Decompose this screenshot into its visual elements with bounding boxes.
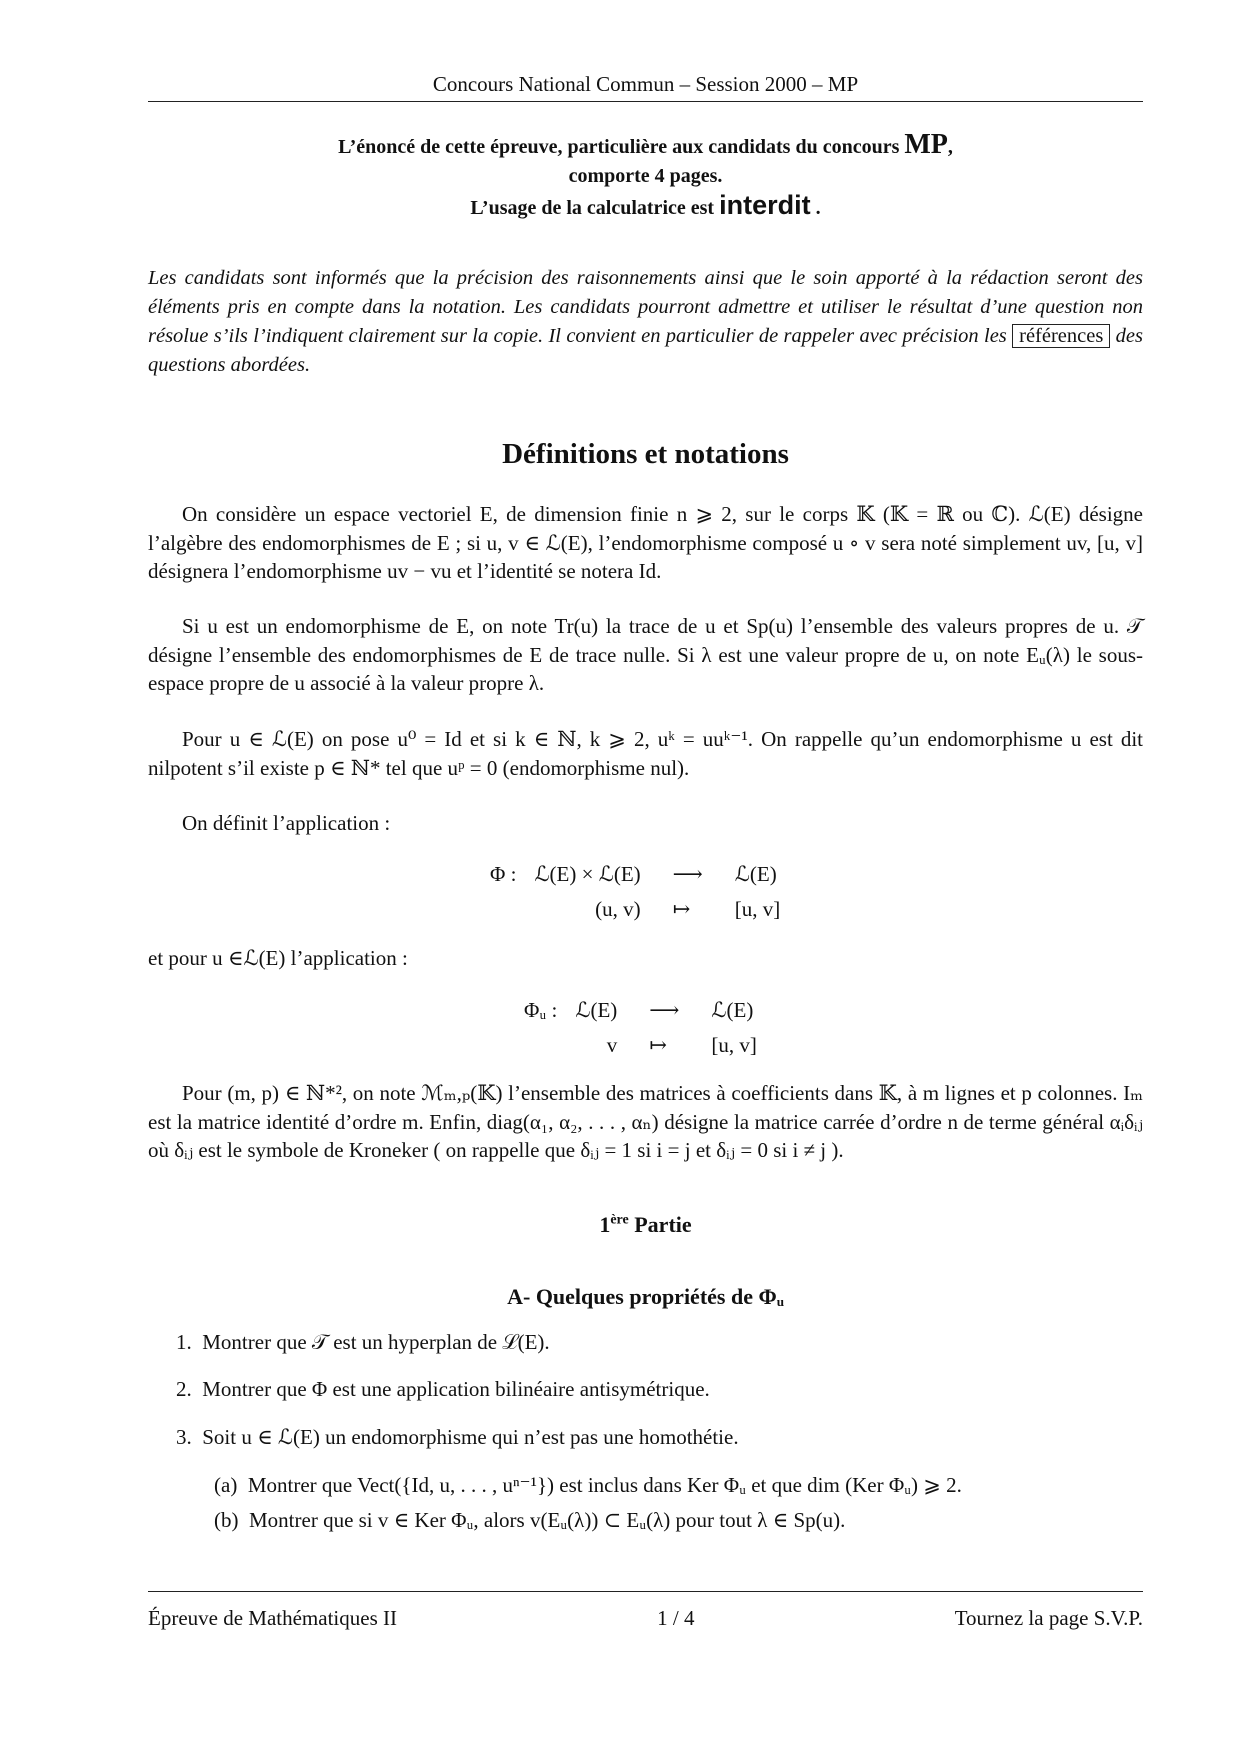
subquestion-b [214, 1508, 845, 1533]
phiu-argument: v [606, 1033, 618, 1057]
definitions-paragraph-6: Pour (m, p) ∈ ℕ*², on note ℳₘ,ₚ(𝕂) l’ensemble des matrices à coefficients dans 𝕂, à m lignes et p colonnes. Iₘ est la matrice identité d’ordre m. Enfin, diag(α₁, α₂, . . . , αₙ) désigne la matrice carrée d’ordre n de terme général αᵢδᵢⱼ où δᵢⱼ est le symbole de Kroneker ( on rappelle que δᵢⱼ = 1 si i = j et δᵢⱼ = 0 si i ≠ j ). [148, 1081, 1143, 1162]
intro-block [148, 130, 1143, 223]
section-a-title: A- Quelques propriétés de Φᵤ [507, 1284, 784, 1309]
phiu-domain: ℒ(E) [575, 998, 618, 1022]
subquestion-text: Montrer que si v ∈ Ker Φᵤ, alors v(Eᵤ(λ)) ⊂ Eᵤ(λ) pour tout λ ∈ Sp(u). [249, 1508, 846, 1532]
phiu-mapsto: ↦ [649, 1033, 667, 1057]
header-title: Concours National Commun – Session 2000 – MP [432, 72, 859, 96]
phi-argument: (u, v) [595, 897, 641, 921]
question-text: Soit u ∈ ℒ(E) un endomorphisme qui n’est pas une homothétie. [202, 1425, 739, 1449]
question-1 [176, 1330, 550, 1355]
warning-text-end: des questions abordées. [148, 325, 1143, 376]
phi-definition [480, 856, 790, 928]
warning-boxed-word: références [1012, 324, 1110, 348]
intro-line-1-suffix: , [947, 136, 953, 158]
page-number: 1 / 4 [657, 1606, 695, 1630]
intro-interdit: interdit [719, 190, 811, 220]
candidates-warning [148, 264, 1143, 380]
phi-image: [u, v] [734, 897, 781, 921]
phi-mapsto: ↦ [672, 897, 691, 921]
phi-codomain: ℒ(E) [734, 862, 777, 886]
definitions-paragraph-3: Pour u ∈ ℒ(E) on pose u⁰ = Id et si k ∈ ℕ, k ⩾ 2, uᵏ = uuᵏ⁻¹. On rappelle qu’un endomorphisme u est dit nilpotent s’il existe p ∈ ℕ* tel que uᵖ = 0 (endomorphisme nul). [148, 727, 1143, 780]
question-text: Montrer que Φ est une application bilinéaire antisymétrique. [202, 1377, 710, 1401]
question-number: 2. [176, 1377, 192, 1401]
part-number: 1 [599, 1212, 611, 1237]
footer-right: Tournez la page S.V.P. [954, 1606, 1143, 1630]
intro-line-2: comporte 4 pages. [568, 165, 723, 187]
phi-domain: ℒ(E) × ℒ(E) [534, 862, 641, 886]
intro-line-3-suffix: . [810, 197, 821, 219]
question-2 [176, 1377, 710, 1402]
footer-rule [148, 1591, 1143, 1592]
section-title: Définitions et notations [502, 438, 789, 470]
intro-line-3 [148, 191, 1143, 223]
part-title [148, 1212, 1143, 1238]
subquestion-label: (b) [214, 1508, 239, 1532]
intro-line-1 [148, 130, 1143, 162]
intro-line-1-text: L’énoncé de cette épreuve, particulière aux candidats du concours [338, 136, 905, 158]
definitions-paragraph-2: Si u est un endomorphisme de E, on note Tr(u) la trace de u et Sp(u) l’ensemble des valeurs propres de u. 𝒯 désigne l’ensemble des endomorphismes de E de trace nulle. Si λ est une valeur propre de u, on note Eᵤ(λ) le sous-espace propre de u associé à la valeur propre λ. [148, 614, 1143, 695]
question-text: Montrer que 𝒯 est un hyperplan de ℒ(E). [202, 1330, 550, 1354]
phiu-name: Φᵤ : [524, 998, 558, 1022]
footer-left: Épreuve de Mathématiques II [148, 1606, 397, 1630]
definitions-paragraph-1: On considère un espace vectoriel E, de dimension finie n ⩾ 2, sur le corps 𝕂 (𝕂 = ℝ ou ℂ). ℒ(E) désigne l’algèbre des endomorphismes de E ; si u, v ∈ ℒ(E), l’endomorphisme composé u ∘ v sera noté simplement uv, [u, v] désignera l’endomorphisme uv − vu et l’identité se notera Id. [148, 502, 1143, 583]
intro-line-3-text: L’usage de la calculatrice est [470, 197, 720, 219]
part-label: Partie [628, 1212, 692, 1237]
header-rule [148, 101, 1143, 102]
question-number: 1. [176, 1330, 192, 1354]
subquestion-a [214, 1473, 962, 1498]
definitions-paragraph-4: On définit l’application : [182, 811, 391, 835]
part-superscript: ère [610, 1212, 629, 1228]
phi-name: Φ : [490, 862, 517, 886]
intro-mp: MP [904, 129, 948, 160]
phiu-arrow: ⟶ [649, 998, 680, 1022]
subquestion-text: Montrer que Vect({Id, u, . . . , uⁿ⁻¹}) est inclus dans Ker Φᵤ et que dim (Ker Φᵤ) ⩾ 2. [247, 1473, 962, 1497]
phiu-codomain: ℒ(E) [711, 998, 754, 1022]
phiu-definition [514, 992, 767, 1064]
definitions-paragraph-5: et pour u ∈ℒ(E) l’application : [148, 946, 408, 970]
phi-arrow: ⟶ [672, 862, 703, 886]
page-footer [148, 1606, 1143, 1631]
phiu-image: [u, v] [711, 1033, 757, 1057]
subquestion-label: (a) [214, 1473, 238, 1497]
question-number: 3. [176, 1425, 192, 1449]
question-3 [176, 1425, 739, 1450]
warning-text: Les candidats sont informés que la précision des raisonnements ainsi que le soin apporté à la rédaction seront des éléments pris en compte dans la notation. Les candidats pourront admettre et utiliser le résultat d’une question non résolue s’ils l’indiquent clairement sur la copie. Il convient en particulier de rappeler avec précision les [148, 267, 1143, 347]
